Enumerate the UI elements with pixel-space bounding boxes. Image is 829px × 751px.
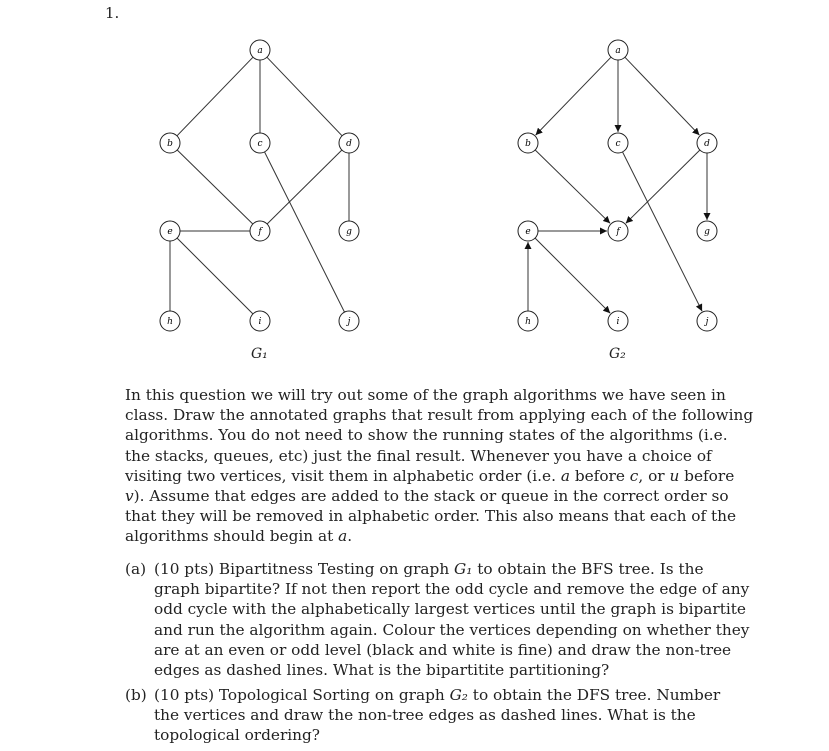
- node-label-d: d: [704, 139, 710, 149]
- node-d: [339, 133, 359, 153]
- node-label-c: c: [615, 139, 621, 149]
- edge-d-f: [626, 150, 700, 223]
- node-c: [250, 133, 270, 153]
- part-b-text: (10 pts) Topological Sorting on graph G₂ to obtain the DFS tree. Number the vertices and draw the non-tree edges as dashed lines. What is the topological ordering?: [154, 686, 721, 745]
- edge-b-f: [177, 150, 253, 224]
- edge-e-i: [177, 238, 253, 314]
- edge-a-d: [625, 57, 700, 135]
- node-j: [339, 311, 359, 331]
- node-label-b: b: [167, 139, 173, 149]
- node-h: [518, 311, 538, 331]
- node-g: [339, 221, 359, 241]
- graph-g2-label: G₂: [609, 346, 626, 362]
- node-label-f: f: [258, 227, 262, 237]
- node-e: [160, 221, 180, 241]
- edge-d-f: [267, 150, 342, 224]
- edge-b-f: [535, 150, 610, 223]
- node-label-g: g: [704, 227, 710, 237]
- intro-paragraph: In this question we will try out some of the graph algorithms we have seen in class. Draw the annotated graphs that result from applying each of the following algorithms. You do not need to show the running states of the algorithms (i.e. the stacks, queues, etc) just the final result. Whenever you have a choice of visiting two vertices, visit them in alphabetic order (i.e. a before c, or u before v). Assume that edges are added to the stack or queue in the correct order so that they will be removed in alphabetic order. This also means that each of the algorithms should begin at a.: [125, 386, 754, 546]
- part-a-label: (a): [125, 560, 147, 578]
- graph-g1-label: G₁: [251, 346, 268, 362]
- edge-a-d: [267, 57, 342, 136]
- edge-c-j: [265, 152, 345, 312]
- node-h: [160, 311, 180, 331]
- question-number: 1.: [105, 4, 120, 22]
- node-label-h: h: [167, 317, 173, 327]
- node-b: [160, 133, 180, 153]
- part-b-label: (b): [125, 686, 147, 704]
- node-label-i: i: [616, 317, 620, 327]
- node-f: [608, 221, 628, 241]
- node-c: [608, 133, 628, 153]
- part-a-text: (10 pts) Bipartitness Testing on graph G₁ to obtain the BFS tree. Is the graph bipartite? If not then report the odd cycle and remove the edge of any odd cycle with the alphabetically largest vertices until the graph is bipartite and run the algorithm again. Colour the vertices depending on whether they are at an even or odd level (black and white is fine) and draw the non-tree edges as dashed lines. What is the bipartitite partitioning?: [154, 560, 750, 680]
- node-label-i: i: [258, 317, 262, 327]
- node-f: [250, 221, 270, 241]
- graph-g1: [150, 30, 370, 340]
- node-label-g: g: [346, 227, 352, 237]
- node-label-c: c: [257, 139, 263, 149]
- node-label-h: h: [525, 317, 531, 327]
- node-label-j: j: [705, 317, 709, 327]
- graph-g2: [508, 30, 728, 340]
- edge-a-b: [536, 57, 611, 135]
- node-label-a: a: [615, 46, 621, 56]
- part-b: [125, 685, 750, 746]
- node-label-f: f: [616, 227, 620, 237]
- node-d: [697, 133, 717, 153]
- node-label-d: d: [346, 139, 352, 149]
- node-i: [608, 311, 628, 331]
- node-b: [518, 133, 538, 153]
- node-a: [608, 40, 628, 60]
- edge-e-i: [535, 238, 610, 313]
- part-a: [125, 559, 750, 680]
- node-label-a: a: [257, 46, 263, 56]
- node-e: [518, 221, 538, 241]
- node-label-b: b: [525, 139, 531, 149]
- edge-a-b: [177, 57, 253, 136]
- node-label-j: j: [347, 317, 351, 327]
- node-a: [250, 40, 270, 60]
- edge-c-j: [623, 152, 703, 311]
- node-label-e: e: [525, 227, 531, 237]
- node-label-e: e: [167, 227, 173, 237]
- node-g: [697, 221, 717, 241]
- node-i: [250, 311, 270, 331]
- node-j: [697, 311, 717, 331]
